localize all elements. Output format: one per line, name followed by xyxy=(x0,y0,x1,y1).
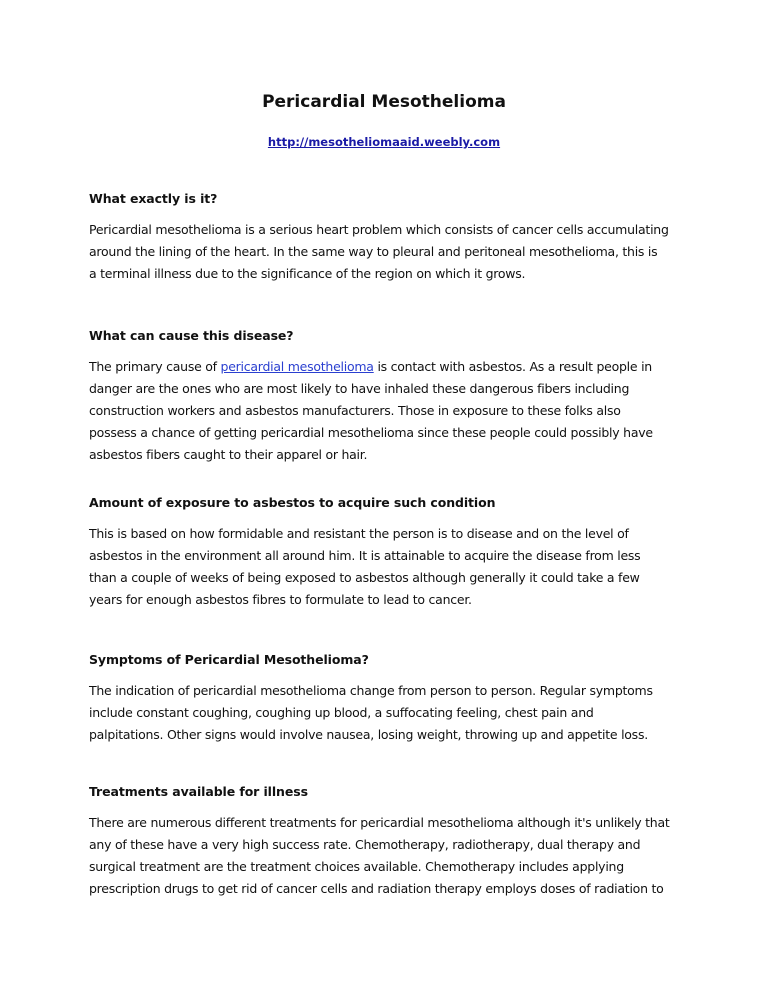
paragraph-line: asbestos fibers caught to their apparel or hair. xyxy=(89,447,368,462)
paragraph-line: any of these have a very high success rate. Chemotherapy, radiotherapy, dual therapy and xyxy=(89,837,641,852)
section-paragraph xyxy=(89,356,689,466)
section-heading: What can cause this disease? xyxy=(89,328,294,343)
section-what-is-it xyxy=(89,191,689,285)
paragraph-line: The indication of pericardial mesothelioma change from person to person. Regular symptoms xyxy=(89,683,653,698)
section-symptoms xyxy=(89,652,689,746)
paragraph-line: There are numerous different treatments for pericardial mesothelioma although it's unlikely that xyxy=(89,815,670,830)
paragraph-line: This is based on how formidable and resistant the person is to disease and on the level of xyxy=(89,526,629,541)
paragraph-line: Pericardial mesothelioma is a serious heart problem which consists of cancer cells accumulating xyxy=(89,222,669,237)
section-exposure xyxy=(89,495,689,611)
paragraph-line: palpitations. Other signs would involve nausea, losing weight, throwing up and appetite loss. xyxy=(89,727,648,742)
website-link[interactable]: http://mesotheliomaaid.weebly.com xyxy=(267,135,501,149)
paragraph-line: around the lining of the heart. In the same way to pleural and peritoneal mesothelioma, this is xyxy=(89,244,658,259)
text: The primary cause of xyxy=(89,359,221,374)
paragraph-line: possess a chance of getting pericardial mesothelioma since these people could possibly have xyxy=(89,425,653,440)
section-paragraph xyxy=(89,812,689,900)
paragraph-line: include constant coughing, coughing up blood, a suffocating feeling, chest pain and xyxy=(89,705,594,720)
section-heading: Amount of exposure to asbestos to acquire such condition xyxy=(89,495,496,510)
paragraph-line: construction workers and asbestos manufacturers. Those in exposure to these folks also xyxy=(89,403,621,418)
section-heading: Symptoms of Pericardial Mesothelioma? xyxy=(89,652,369,667)
paragraph-line: prescription drugs to get rid of cancer cells and radiation therapy employs doses of radiation to xyxy=(89,881,664,896)
pericardial-mesothelioma-link[interactable]: pericardial mesothelioma xyxy=(220,359,374,374)
section-causes xyxy=(89,328,689,466)
section-paragraph xyxy=(89,219,689,285)
paragraph-line: asbestos in the environment all around him. It is attainable to acquire the disease from less xyxy=(89,548,641,563)
section-heading: What exactly is it? xyxy=(89,191,218,206)
document-title: Pericardial Mesothelioma xyxy=(262,92,506,112)
text: is contact with asbestos. As a result people in xyxy=(373,359,652,374)
section-paragraph xyxy=(89,680,689,746)
paragraph-line: a terminal illness due to the significance of the region on which it grows. xyxy=(89,266,526,281)
section-heading: Treatments available for illness xyxy=(89,784,308,799)
paragraph-line xyxy=(89,356,689,378)
paragraph-line: than a couple of weeks of being exposed to asbestos although generally it could take a few xyxy=(89,570,640,585)
paragraph-line: danger are the ones who are most likely to have inhaled these dangerous fibers including xyxy=(89,381,630,396)
section-paragraph xyxy=(89,523,689,611)
paragraph-line: years for enough asbestos fibres to formulate to lead to cancer. xyxy=(89,592,472,607)
paragraph-line: surgical treatment are the treatment choices available. Chemotherapy includes applying xyxy=(89,859,624,874)
section-treatments xyxy=(89,784,689,900)
